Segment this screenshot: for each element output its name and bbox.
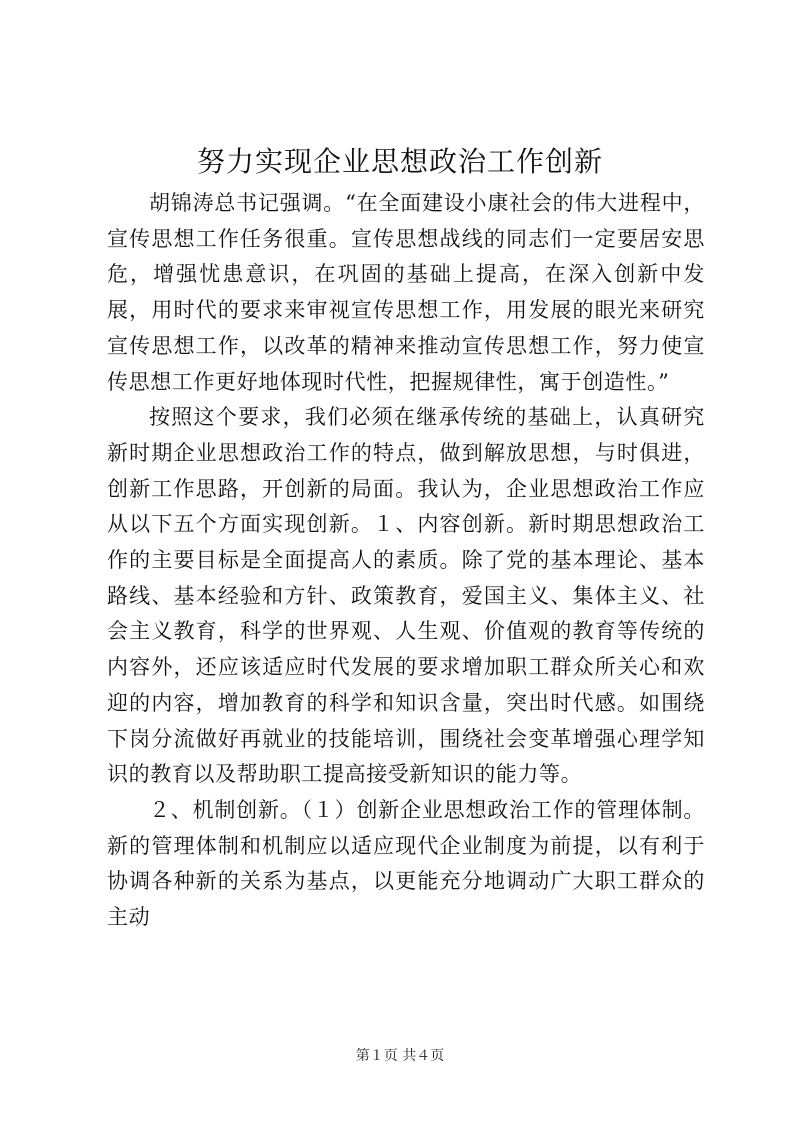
document-title: 努力实现企业思想政治工作创新 bbox=[196, 145, 603, 178]
page-footer bbox=[0, 1046, 800, 1066]
document-body bbox=[107, 186, 705, 936]
paragraph-2: 按照这个要求，我们必须在继承传统的基础上，认真研究新时期企业思想政治工作的特点，做到解放思想，与时俱进，创新工作思路，开创新的局面。我认为，企业思想政治工作应从以下五个方面实现创新。１、内容创新。新时期思想政治工作的主要目标是全面提高人的素质。除了党的基本理论、基本路线、基本经验和方针、政策教育，爱国主义、集体主义、社会主义教育，科学的世界观、人生观、价值观的教育等传统的内容外，还应该适应时代发展的要求增加职工群众所关心和欢迎的内容，增加教育的科学和知识含量，突出时代感。如围绕下岗分流做好再就业的技能培训，围绕社会变革增强心理学知识的教育以及帮助职工提高接受新知识的能力等。 bbox=[107, 405, 705, 787]
paragraph-3: ２、机制创新。（１）创新企业思想政治工作的管理体制。新的管理体制和机制应以适应现代企业制度为前提，以有利于协调各种新的关系为基点，以更能充分地调动广大职工群众的主动 bbox=[107, 797, 705, 930]
page-number-label: 第１页 共４页 bbox=[355, 1048, 445, 1064]
paragraph-1: 胡锦涛总书记强调。“在全面建设小康社会的伟大进程中，宣传思想工作任务很重。宣传思想战线的同志们一定要居安思危，增强忧患意识，在巩固的基础上提高，在深入创新中发展，用时代的要求来审视宣传思想工作，用发展的眼光来研究宣传思想工作，以改革的精神来推动宣传思想工作，努力使宣传思想工作更好地体现时代性，把握规律性，寓于创造性。” bbox=[107, 191, 705, 394]
